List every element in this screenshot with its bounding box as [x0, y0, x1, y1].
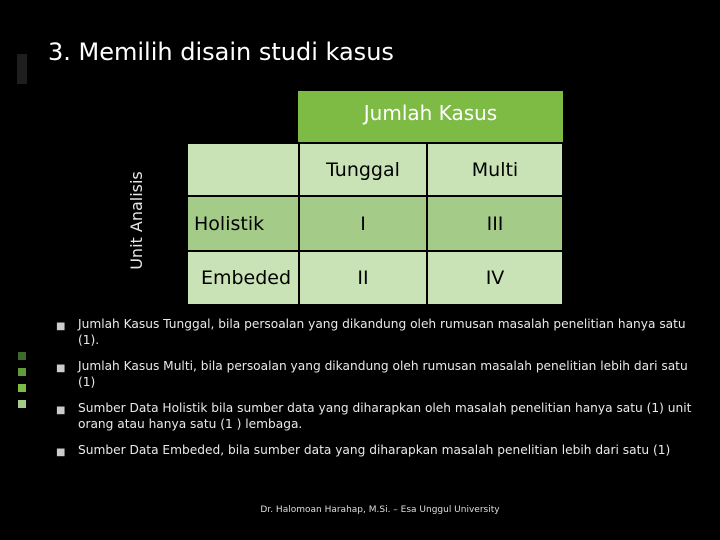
table-header-blank-cell [188, 144, 298, 195]
square-bullet-icon: ■ [56, 405, 66, 416]
slide-title: 3. Memilih disain studi kasus [48, 38, 394, 66]
decor-square-3 [18, 384, 26, 392]
table-cell: IV [428, 252, 562, 304]
table-column-header: Multi [428, 144, 562, 195]
table-row-group-header: Unit Analisis [126, 170, 146, 270]
table-cell: I [300, 197, 426, 250]
decor-square-1 [18, 352, 26, 360]
table-row-label: Embeded [188, 252, 298, 304]
table-column-header: Tunggal [300, 144, 426, 195]
slide-footer: Dr. Halomoan Harahap, M.Si. – Esa Unggul University [260, 505, 500, 515]
decor-square-2 [18, 368, 26, 376]
square-bullet-icon: ■ [56, 363, 66, 374]
decor-square-4 [18, 400, 26, 408]
list-item: ■ Sumber Data Holistik bila sumber data yang diharapkan oleh masalah penelitian hanya satu (1) unit orang atau hanya satu (1 ) lembaga. [56, 401, 692, 431]
square-bullet-icon: ■ [56, 321, 66, 332]
square-bullet-icon: ■ [56, 447, 66, 458]
table-row-label: Holistik [188, 197, 298, 250]
table-corner-cell [120, 91, 298, 142]
list-item: ■ Jumlah Kasus Tunggal, bila persoalan yang dikandung oleh rumusan masalah penelitian hanya satu (1). [56, 317, 686, 347]
table-column-group-header: Jumlah Kasus [298, 91, 563, 142]
table-cell: III [428, 197, 562, 250]
bullet-list [56, 316, 696, 468]
list-item: ■ Jumlah Kasus Multi, bila persoalan yang dikandung oleh rumusan masalah penelitian lebih dari satu (1) [56, 359, 688, 389]
table-cell: II [300, 252, 426, 304]
title-accent-bar [17, 54, 27, 84]
list-item: ■ Sumber Data Embeded, bila sumber data yang diharapkan masalah penelitian lebih dari satu (1) [56, 442, 696, 458]
